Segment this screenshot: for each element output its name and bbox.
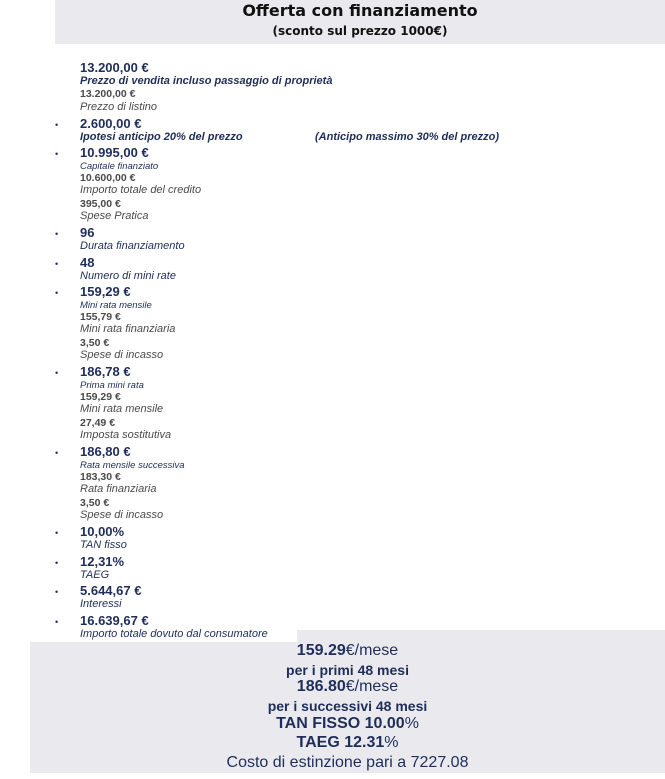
- mini-rate-fin-label: Mini rata finanziaria: [80, 323, 176, 335]
- deposit-description: Ipotesi anticipo 20% del prezzo: [80, 131, 243, 143]
- summary-extinction-cost: Costo di estinzione pari a 7227.08: [226, 754, 469, 771]
- duration-description: Durata finanziamento: [80, 240, 185, 252]
- summary-rate2-period: per i successivi 48 mesi: [267, 698, 428, 714]
- deposit-note: (Anticipo massimo 30% del prezzo): [315, 131, 499, 143]
- summary-rate1-unit: €/mese: [345, 642, 399, 659]
- bullet-icon: •: [55, 149, 59, 159]
- bullet-icon: •: [55, 368, 59, 378]
- mini-rate-fin-value: 155,79 €: [80, 311, 121, 323]
- bullet-icon: •: [55, 617, 59, 627]
- summary-rate1: [30, 642, 665, 660]
- summary-tan-label: TAN FISSO 10.00: [276, 715, 405, 732]
- fees-value: 395,00 €: [80, 198, 121, 210]
- summary-background-top: [297, 630, 665, 642]
- page-title: Offerta con finanziamento: [242, 1, 478, 20]
- bullet-icon: •: [55, 528, 59, 538]
- next-rate-fee-value: 3,50 €: [80, 497, 110, 509]
- first-mini-value: 186,78 €: [80, 364, 131, 379]
- summary-rate1-value: 159.29: [296, 642, 346, 659]
- mini-rate-value: 159,29 €: [80, 284, 131, 299]
- bullet-icon: •: [55, 288, 59, 298]
- first-mini-sub-label: Prima mini rata: [80, 380, 144, 391]
- mini-rate-fee-label: Spese di incasso: [80, 349, 164, 361]
- credit-total-label: Importo totale del credito: [80, 184, 202, 196]
- list-price-label: Prezzo di listino: [80, 101, 158, 113]
- summary-rate2-unit: €/mese: [345, 678, 399, 695]
- summary-taeg: [30, 734, 665, 752]
- first-mini-tax-label: Imposta sostitutiva: [80, 429, 172, 441]
- total-description: Importo totale dovuto dal consumatore: [80, 628, 268, 640]
- bullet-icon: •: [55, 448, 59, 458]
- bullet-icon: •: [55, 120, 59, 130]
- mini-rate-fee-value: 3,50 €: [80, 337, 110, 349]
- summary-tan-pct: %: [404, 715, 419, 732]
- next-rate-value: 186,80 €: [80, 444, 131, 459]
- summary-taeg-pct: %: [384, 734, 399, 751]
- summary-rate1-period: per i primi 48 mesi: [286, 662, 409, 678]
- duration-value: 96: [80, 225, 95, 240]
- tan-description: TAN fisso: [80, 539, 127, 551]
- left-margin: [0, 44, 55, 642]
- mini-count-description: Numero di mini rate: [80, 270, 176, 282]
- mini-count-value: 48: [80, 255, 95, 270]
- total-value: 16.639,67 €: [80, 613, 149, 628]
- deposit-value: 2.600,00 €: [80, 116, 142, 131]
- summary-tan: [30, 715, 665, 733]
- bullet-icon: •: [55, 558, 59, 568]
- financed-value: 10.995,00 €: [80, 145, 149, 160]
- price-value: 13.200,00 €: [80, 60, 149, 75]
- next-rate-fee-label: Spese di incasso: [80, 509, 164, 521]
- credit-total-value: 10.600,00 €: [80, 172, 136, 184]
- summary-taeg-label: TAEG 12.31: [296, 734, 385, 751]
- first-mini-tax-value: 27,49 €: [80, 417, 116, 429]
- taeg-value: 12,31%: [80, 554, 125, 569]
- bullet-icon: •: [55, 229, 59, 239]
- financed-sub-label: Capitale finanziato: [80, 161, 159, 172]
- interest-description: Interessi: [80, 598, 122, 610]
- first-mini-rate-value: 159,29 €: [80, 391, 121, 403]
- next-rate-fin-label: Rata finanziaria: [80, 483, 157, 495]
- interest-value: 5.644,67 €: [80, 583, 142, 598]
- fees-label: Spese Pratica: [80, 210, 149, 222]
- taeg-description: TAEG: [80, 569, 110, 581]
- list-price-value: 13.200,00 €: [80, 88, 136, 100]
- bullet-icon: •: [55, 259, 59, 269]
- tan-value: 10,00%: [80, 524, 125, 539]
- next-rate-sub-label: Rata mensile successiva: [80, 460, 185, 471]
- price-description: Prezzo di vendita incluso passaggio di proprietà: [80, 75, 333, 87]
- bullet-icon: •: [55, 587, 59, 597]
- next-rate-fin-value: 183,30 €: [80, 471, 121, 483]
- page-subtitle: (sconto sul prezzo 1000€): [272, 24, 448, 38]
- first-mini-rate-label: Mini rata mensile: [80, 403, 164, 415]
- summary-rate2-value: 186.80: [296, 678, 346, 695]
- summary-rate2: [30, 678, 665, 696]
- mini-rate-sub-label: Mini rata mensile: [80, 300, 152, 311]
